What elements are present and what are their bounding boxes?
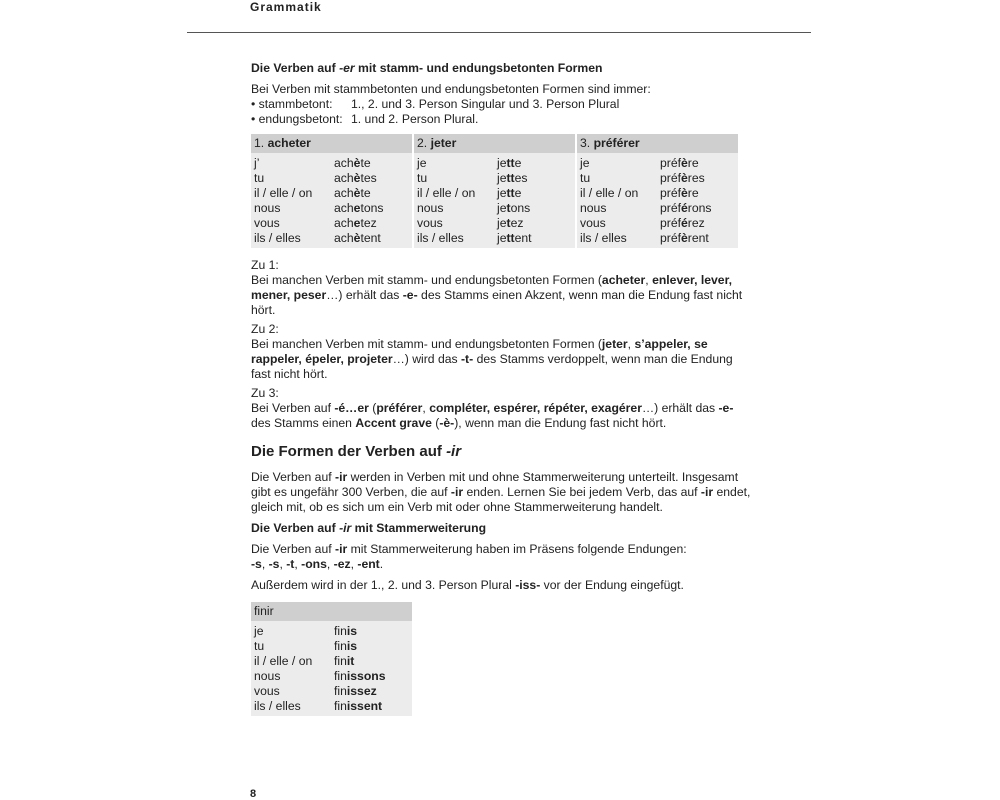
- form-ending: tes: [360, 171, 377, 185]
- table-header-row: [251, 602, 412, 621]
- zu1-bold: enlever, lever,: [652, 273, 733, 287]
- er-intro: Bei Verben mit stammbetonten und endungsbetonten Formen sind immer:: [251, 82, 651, 96]
- zu3-bold: -é…er: [334, 401, 369, 415]
- pronoun-cell: [251, 639, 331, 654]
- form-highlight: é: [681, 216, 688, 230]
- form-highlight: è: [353, 171, 361, 185]
- zu2-part: Bei manchen Verben mit stamm- und endungsbetonten Formen (: [251, 337, 602, 351]
- zu2-bold: s’appeler, se rappeler,: [251, 337, 708, 366]
- title-suffix: -ir: [339, 521, 352, 535]
- zu1-bold: -e-: [402, 288, 418, 302]
- pronoun-cell: [414, 201, 494, 216]
- form-ending: rez: [687, 216, 705, 230]
- verb-form-cell: [494, 153, 575, 171]
- bullet-label: • stammbetont:: [251, 97, 333, 111]
- zu1-part: des Stamms einen Akzent, wenn man die Endung fast nicht hört.: [251, 288, 743, 317]
- pronoun: vous: [254, 684, 280, 698]
- table-row: [251, 669, 412, 684]
- pronoun-cell: [251, 654, 331, 669]
- verb-form-cell: [331, 186, 412, 201]
- pronoun-cell: [577, 216, 657, 231]
- pronoun-cell: [577, 153, 657, 171]
- bullet-text: 1. und 2. Person Plural.: [351, 112, 479, 126]
- endings-intro: [251, 542, 751, 557]
- ir-para-part: endet, gleich mit, ob es sich um ein Verb mit oder ohne Stammerweiterung handelt.: [251, 485, 751, 514]
- pronoun: tu: [417, 171, 428, 185]
- zu3-part: ,: [422, 401, 430, 415]
- zu3-bold: compléter, espérer, répéter, exagérer: [429, 401, 642, 415]
- zu2-bold: -t-: [461, 352, 474, 366]
- pronoun-cell: [251, 171, 331, 186]
- verb-form-cell: [331, 669, 412, 684]
- table-row: [251, 684, 412, 699]
- verb-form-cell: [657, 231, 738, 248]
- form-ending: ez: [510, 216, 524, 230]
- pronoun: nous: [254, 201, 281, 215]
- form-stem: je: [497, 216, 507, 230]
- pronoun-cell: [414, 171, 494, 186]
- er-conjugation-table: [251, 134, 738, 248]
- form-stem: je: [497, 171, 507, 185]
- ending: -ent: [357, 557, 380, 571]
- form-ending: is: [346, 639, 358, 653]
- form-stem: je: [497, 201, 507, 215]
- form-highlight: è: [353, 156, 361, 170]
- pronoun-cell: [251, 699, 331, 716]
- form-stem: je: [497, 231, 507, 245]
- table-row: [251, 231, 738, 248]
- bullet-item: [251, 112, 751, 127]
- form-ending: te: [360, 186, 371, 200]
- ending: -ons: [301, 557, 327, 571]
- page-content: [251, 61, 751, 716]
- form-highlight: è: [353, 231, 361, 245]
- ending: -s: [251, 557, 262, 571]
- form-ending: tent: [360, 231, 381, 245]
- form-stem: fin: [334, 684, 347, 698]
- pronoun-cell: [577, 201, 657, 216]
- zu3-part: …) erhält das: [641, 401, 719, 415]
- iss-part: vor der Endung eingefügt.: [540, 578, 684, 592]
- pronoun-cell: [414, 216, 494, 231]
- form-stem: ach: [334, 201, 354, 215]
- pronoun: je: [580, 156, 590, 170]
- form-ending: tons: [360, 201, 384, 215]
- verb-form-cell: [494, 216, 575, 231]
- header-verb: préférer: [593, 136, 640, 150]
- form-stem: je: [497, 156, 507, 170]
- pronoun: tu: [254, 639, 265, 653]
- table-row: [251, 699, 412, 716]
- pronoun: je: [254, 624, 264, 638]
- ir-para-bold: -ir: [450, 485, 464, 499]
- form-stem: je: [497, 186, 507, 200]
- pronoun: tu: [254, 171, 265, 185]
- pronoun-cell: [577, 171, 657, 186]
- form-ending: rons: [687, 201, 712, 215]
- title-text: mit stamm- und endungsbetonten Formen: [354, 61, 603, 75]
- ir-subsection-title: [251, 521, 751, 536]
- pronoun: vous: [254, 216, 280, 230]
- zu2-bold: jeter: [601, 337, 628, 351]
- form-ending: it: [346, 654, 355, 668]
- pronoun: vous: [417, 216, 443, 230]
- iss-part: Außerdem wird in der 1., 2. und 3. Person Plural: [251, 578, 516, 592]
- header-acheter: [251, 134, 412, 153]
- er-section-title: [251, 61, 751, 76]
- verb-form-cell: [494, 201, 575, 216]
- pronoun-cell: [577, 186, 657, 201]
- form-highlight: tt: [506, 156, 515, 170]
- form-highlight: è: [681, 186, 688, 200]
- pronoun-cell: [251, 621, 331, 639]
- ir-para-part: Die Verben auf: [251, 470, 336, 484]
- bullet-label: • endungsbetont:: [251, 112, 343, 126]
- iss-note: [251, 578, 751, 593]
- title-text: Die Formen der Verben auf: [251, 443, 447, 460]
- form-stem: fin: [334, 624, 347, 638]
- pronoun-cell: [251, 669, 331, 684]
- header-jeter: [414, 134, 575, 153]
- form-stem: ach: [334, 171, 354, 185]
- form-ending: ons: [510, 201, 531, 215]
- title-text: Die Verben auf: [251, 61, 340, 75]
- form-ending: e: [514, 156, 522, 170]
- form-ending: res: [687, 171, 705, 185]
- ir-paragraph: [251, 470, 751, 515]
- form-ending: re: [687, 186, 699, 200]
- pronoun-cell: [251, 216, 331, 231]
- zu1-label: Zu 1:: [251, 258, 279, 272]
- table-row: [251, 186, 738, 201]
- verb-form-cell: [657, 186, 738, 201]
- header-preferer: [577, 134, 738, 153]
- header-verb: jeter: [430, 136, 457, 150]
- pronoun: ils / elles: [580, 231, 627, 245]
- form-highlight: tt: [506, 171, 515, 185]
- table-header-row: [251, 134, 738, 153]
- ending: -s: [268, 557, 280, 571]
- zu3-text: [251, 401, 751, 431]
- ending: -ez: [333, 557, 351, 571]
- table-row: [251, 201, 738, 216]
- verb-form-cell: [331, 621, 412, 639]
- table-row: [251, 171, 738, 186]
- form-highlight: tt: [506, 231, 515, 245]
- form-stem: fin: [334, 654, 347, 668]
- form-ending: ent: [514, 231, 532, 245]
- form-ending: te: [360, 156, 371, 170]
- form-stem: préf: [660, 231, 682, 245]
- form-stem: fin: [334, 639, 347, 653]
- ending: -t: [286, 557, 295, 571]
- form-highlight: é: [681, 201, 688, 215]
- pronoun-cell: [251, 684, 331, 699]
- verb-form-cell: [331, 153, 412, 171]
- form-stem: préf: [660, 201, 682, 215]
- zu2-text: [251, 337, 751, 382]
- form-ending: re: [687, 156, 699, 170]
- endings-list: -s, -s, -t, -ons, -ez, -ent.: [251, 557, 384, 571]
- verb-form-cell: [331, 699, 412, 716]
- table-row: [251, 639, 412, 654]
- pronoun: il / elle / on: [254, 186, 313, 200]
- form-ending: issons: [346, 669, 386, 683]
- form-stem: ach: [334, 186, 354, 200]
- title-text: mit Stammerweiterung: [351, 521, 487, 535]
- form-ending: rent: [687, 231, 709, 245]
- zu1-bold: acheter: [601, 273, 646, 287]
- pronoun: nous: [580, 201, 607, 215]
- pronoun: ils / elles: [417, 231, 464, 245]
- pronoun: il / elle / on: [580, 186, 639, 200]
- verb-form-cell: [331, 171, 412, 186]
- verb-form-cell: [657, 201, 738, 216]
- title-suffix: -er: [339, 61, 355, 75]
- pronoun: tu: [580, 171, 591, 185]
- zu2-bold: épeler, projeter: [305, 352, 393, 366]
- pronoun: je: [417, 156, 427, 170]
- pronoun-cell: [251, 201, 331, 216]
- zu3-part: (: [431, 416, 440, 430]
- form-stem: fin: [334, 669, 347, 683]
- form-highlight: t: [506, 216, 511, 230]
- verb-form-cell: [331, 639, 412, 654]
- verb-form-cell: [494, 231, 575, 248]
- zu1-bold: mener, peser: [251, 288, 327, 302]
- form-stem: préf: [660, 186, 682, 200]
- title-text: Die Verben auf: [251, 521, 340, 535]
- form-highlight: è: [353, 186, 361, 200]
- header-verb: acheter: [267, 136, 311, 150]
- form-highlight: è: [681, 231, 688, 245]
- form-highlight: è: [681, 171, 688, 185]
- form-highlight: tt: [506, 186, 515, 200]
- pronoun-cell: [577, 231, 657, 248]
- pronoun-cell: [251, 231, 331, 248]
- finir-table-body: [251, 621, 412, 716]
- ir-para-bold: -ir: [335, 470, 348, 484]
- bullet-text: 1., 2. und 3. Person Singular und 3. Person Plural: [351, 97, 620, 111]
- pronoun: ils / elles: [254, 231, 301, 245]
- iss-bold: -iss-: [515, 578, 541, 592]
- verb-form-cell: [331, 684, 412, 699]
- verb-form-cell: [657, 216, 738, 231]
- zu2-part: des Stamms verdoppelt, wenn man die Endung fast nicht hört.: [251, 352, 733, 381]
- form-stem: fin: [334, 699, 347, 713]
- zu3-bold: -e-: [718, 401, 734, 415]
- verb-form-cell: [331, 654, 412, 669]
- pronoun: ils / elles: [254, 699, 301, 713]
- header-rule: [187, 32, 811, 33]
- pronoun-cell: [414, 153, 494, 171]
- zu2-part: …) wird das: [392, 352, 461, 366]
- zu1-part: …) erhält das: [326, 288, 403, 302]
- verb-form-cell: [494, 171, 575, 186]
- zu3-part: (: [368, 401, 377, 415]
- pronoun: j’: [254, 156, 260, 170]
- ir-section-title: [251, 442, 751, 461]
- endings-intro-part: Die Verben auf: [251, 542, 336, 556]
- form-ending: es: [514, 171, 528, 185]
- form-highlight: è: [681, 156, 688, 170]
- zu2-part: ,: [627, 337, 635, 351]
- pronoun: il / elle / on: [254, 654, 313, 668]
- form-stem: ach: [334, 156, 354, 170]
- zu1-part: ,: [645, 273, 653, 287]
- er-table-body: [251, 153, 738, 248]
- pronoun-cell: [414, 186, 494, 201]
- table-row: [251, 153, 738, 171]
- table-row: [251, 621, 412, 639]
- pronoun: nous: [254, 669, 281, 683]
- pronoun: vous: [580, 216, 606, 230]
- form-ending: e: [514, 186, 522, 200]
- zu3-part: Bei Verben auf: [251, 401, 335, 415]
- form-ending: is: [346, 624, 358, 638]
- zu3-part: ), wenn man die Endung fast nicht hört.: [454, 416, 667, 430]
- form-stem: ach: [334, 231, 354, 245]
- title-suffix: -ir: [446, 443, 462, 460]
- form-stem: préf: [660, 216, 682, 230]
- zu1-text: [251, 273, 751, 318]
- header-number: 1.: [254, 136, 268, 150]
- form-ending: issent: [346, 699, 383, 713]
- zu3-bold: préférer: [376, 401, 423, 415]
- pronoun-cell: [414, 231, 494, 248]
- finir-conjugation-table: [251, 602, 412, 716]
- pronoun-cell: [251, 186, 331, 201]
- header-number: 2.: [417, 136, 431, 150]
- verb-form-cell: [494, 186, 575, 201]
- ir-para-bold: -ir: [700, 485, 714, 499]
- form-ending: tez: [360, 216, 377, 230]
- bullet-item: [251, 97, 751, 112]
- endings-intro-part: mit Stammerweiterung haben im Präsens folgende Endungen:: [347, 542, 687, 556]
- form-highlight: e: [353, 216, 361, 230]
- form-stem: ach: [334, 216, 354, 230]
- pronoun: il / elle / on: [417, 186, 476, 200]
- form-highlight: t: [506, 201, 511, 215]
- zu3-bold: Accent grave: [355, 416, 432, 430]
- zu3-part: des Stamms einen: [251, 416, 356, 430]
- form-stem: préf: [660, 171, 682, 185]
- header-number: 3.: [580, 136, 594, 150]
- section-title: Grammatik: [250, 0, 322, 14]
- verb-form-cell: [331, 216, 412, 231]
- form-ending: issez: [346, 684, 377, 698]
- verb-form-cell: [657, 171, 738, 186]
- form-stem: préf: [660, 156, 682, 170]
- verb-form-cell: [657, 153, 738, 171]
- pronoun: nous: [417, 201, 444, 215]
- pronoun-cell: [251, 153, 331, 171]
- verb-form-cell: [331, 201, 412, 216]
- verb-form-cell: [331, 231, 412, 248]
- table-row: [251, 654, 412, 669]
- zu2-label: Zu 2:: [251, 322, 279, 336]
- table-row: [251, 216, 738, 231]
- ir-para-part: werden in Verben mit und ohne Stammerweiterung unterteilt. Insgesamt gibt es ungefähr 300 Verben, die auf: [251, 470, 739, 499]
- zu3-label: Zu 3:: [251, 386, 279, 400]
- page-number: 8: [250, 788, 257, 800]
- zu3-bold: -è-: [439, 416, 455, 430]
- ir-para-part: enden. Lernen Sie bei jedem Verb, das auf: [463, 485, 701, 499]
- header-finir: finir: [251, 602, 412, 621]
- form-highlight: e: [353, 201, 361, 215]
- zu1-part: Bei manchen Verben mit stamm- und endungsbetonten Formen (: [251, 273, 602, 287]
- endings-intro-bold: -ir: [335, 542, 348, 556]
